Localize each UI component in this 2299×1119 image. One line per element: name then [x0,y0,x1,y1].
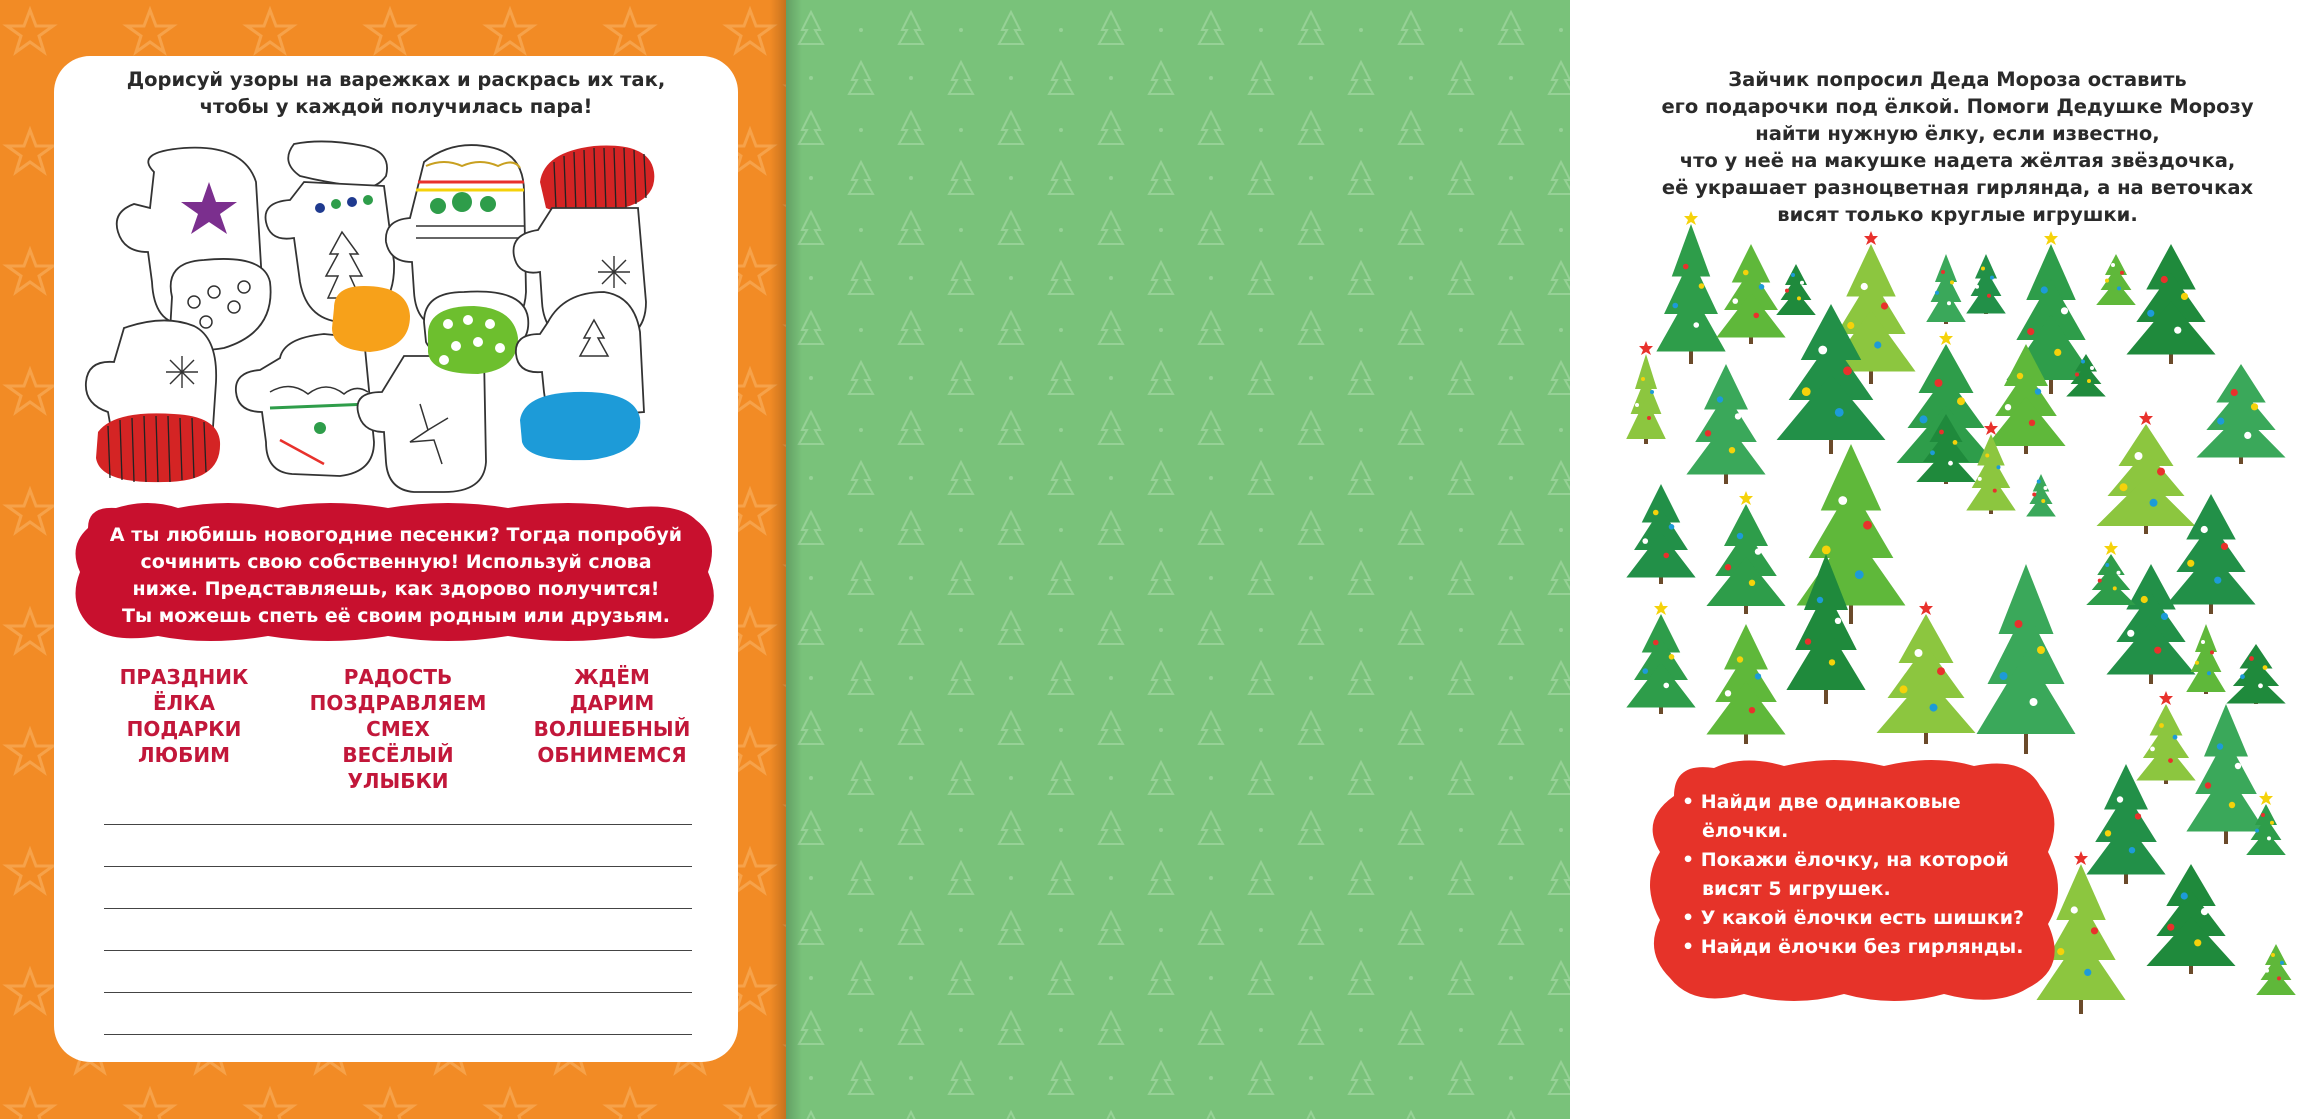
writing-line[interactable] [104,908,692,909]
song-word: СМЕХ [366,717,430,741]
right-page [786,0,2254,1119]
christmas-tree[interactable] [1776,264,1816,315]
song-word: ВОЛШЕБНЫЙ [533,717,691,741]
task-item: • Найди две одинаковые ёлочки. [1682,788,2042,846]
song-word: РАДОСТЬ [343,665,453,689]
christmas-tree[interactable] [2097,411,2196,534]
book-spine-shadow [770,0,802,1119]
mitten-tree-blue-cuff [516,292,644,460]
writing-line[interactable] [104,950,692,951]
song-word: УЛЫБКИ [347,769,449,793]
tree-star-icon [2074,851,2088,865]
christmas-tree[interactable] [2146,864,2235,974]
tree-star-icon [2104,541,2118,555]
christmas-tree[interactable] [1977,564,2076,754]
mittens-illustration [94,142,694,482]
tree-star-icon [1919,601,1933,615]
writing-line[interactable] [104,824,692,825]
christmas-tree[interactable] [2096,254,2136,305]
tree-star-icon [2259,791,2273,805]
christmas-tree[interactable] [1626,484,1695,584]
christmas-tree[interactable] [1716,244,1785,344]
christmas-tree[interactable] [1966,254,2006,314]
song-word: ЛЮБИМ [138,743,230,767]
christmas-tree[interactable] [2026,474,2056,517]
mittens-instruction: Дорисуй узоры на варежках и раскрась их так, чтобы у каждой получилась пара! [126,68,666,118]
tree-star-icon [1684,211,1698,225]
task-item: • Покажи ёлочку, на которой висят 5 игрушек. [1682,846,2042,904]
christmas-tree[interactable] [2136,691,2195,784]
right-page-card [1616,56,2299,1062]
christmas-tree[interactable] [1686,364,1765,484]
task-item: • Найди ёлочки без гирлянды. [1682,933,2042,962]
tree-star-icon [1654,601,1668,615]
tree-star-icon [2139,411,2153,425]
trees-instruction: Зайчик попросил Деда Мороза оставить его подарочки под ёлкой. Помоги Дедушке Морозу найти нужную ёлку, если известно, что у неё на макушке надета жёлтая звёздочка, её украшает разноцветная гирлянда, а на веточках висят только круглые игрушки. [1661,68,2254,226]
song-word: ПОЗДРАВЛЯЕМ [309,691,487,715]
song-word: ЖДЁМ [574,665,650,689]
mitten-star-purple [117,148,271,350]
tree-star-icon [2159,691,2173,705]
tree-star-icon [1984,421,1998,435]
tree-star-icon [1939,331,1953,345]
song-word: ПРАЗДНИК [119,665,249,689]
tree-star-icon [1739,491,1753,505]
christmas-tree[interactable] [1706,624,1785,744]
christmas-tree[interactable] [2256,944,2296,995]
song-words-column-2 [298,664,498,794]
christmas-tree[interactable] [2196,364,2285,464]
left-page-card [54,56,738,1062]
christmas-tree[interactable] [1926,254,1966,324]
tree-star-icon [1864,231,1878,245]
tree-pattern-background [786,0,1570,1119]
song-word: ОБНИМЕМСЯ [537,743,687,767]
christmas-tree[interactable] [2186,624,2226,694]
song-words-column-1 [84,664,284,768]
song-word: ПОДАРКИ [126,717,242,741]
tree-star-icon [2044,231,2058,245]
christmas-tree[interactable] [1626,601,1695,714]
christmas-tree[interactable] [2086,764,2165,884]
christmas-tree[interactable] [1626,341,1666,444]
writing-line[interactable] [104,866,692,867]
song-prompt-text: А ты любишь новогодние песенки? Тогда попробуй сочинить свою собственную! Используй слова ниже. Представляешь, как здорово получится! Ты можешь спеть её своим родным или друзьям. [109,524,683,627]
mitten-snowflake-red-cuff [86,320,220,482]
christmas-tree[interactable] [2126,244,2215,364]
task-item: • У какой ёлочки есть шишки? [1682,904,2042,933]
christmas-tree[interactable] [1706,491,1785,614]
christmas-tree[interactable] [1877,601,1976,744]
christmas-tree[interactable] [2226,644,2285,704]
song-word: ДАРИМ [569,691,655,715]
left-page [0,0,786,1119]
song-word: ЁЛКА [152,691,216,715]
writing-line[interactable] [104,1034,692,1035]
song-words-column-3 [512,664,712,768]
song-word: ВЕСЁЛЫЙ [342,743,454,767]
christmas-tree[interactable] [2086,541,2136,605]
writing-line[interactable] [104,992,692,993]
tasks-list [1682,788,2042,962]
tree-star-icon [1639,341,1653,355]
christmas-tree[interactable] [1656,211,1725,364]
christmas-tree[interactable] [2186,704,2265,844]
